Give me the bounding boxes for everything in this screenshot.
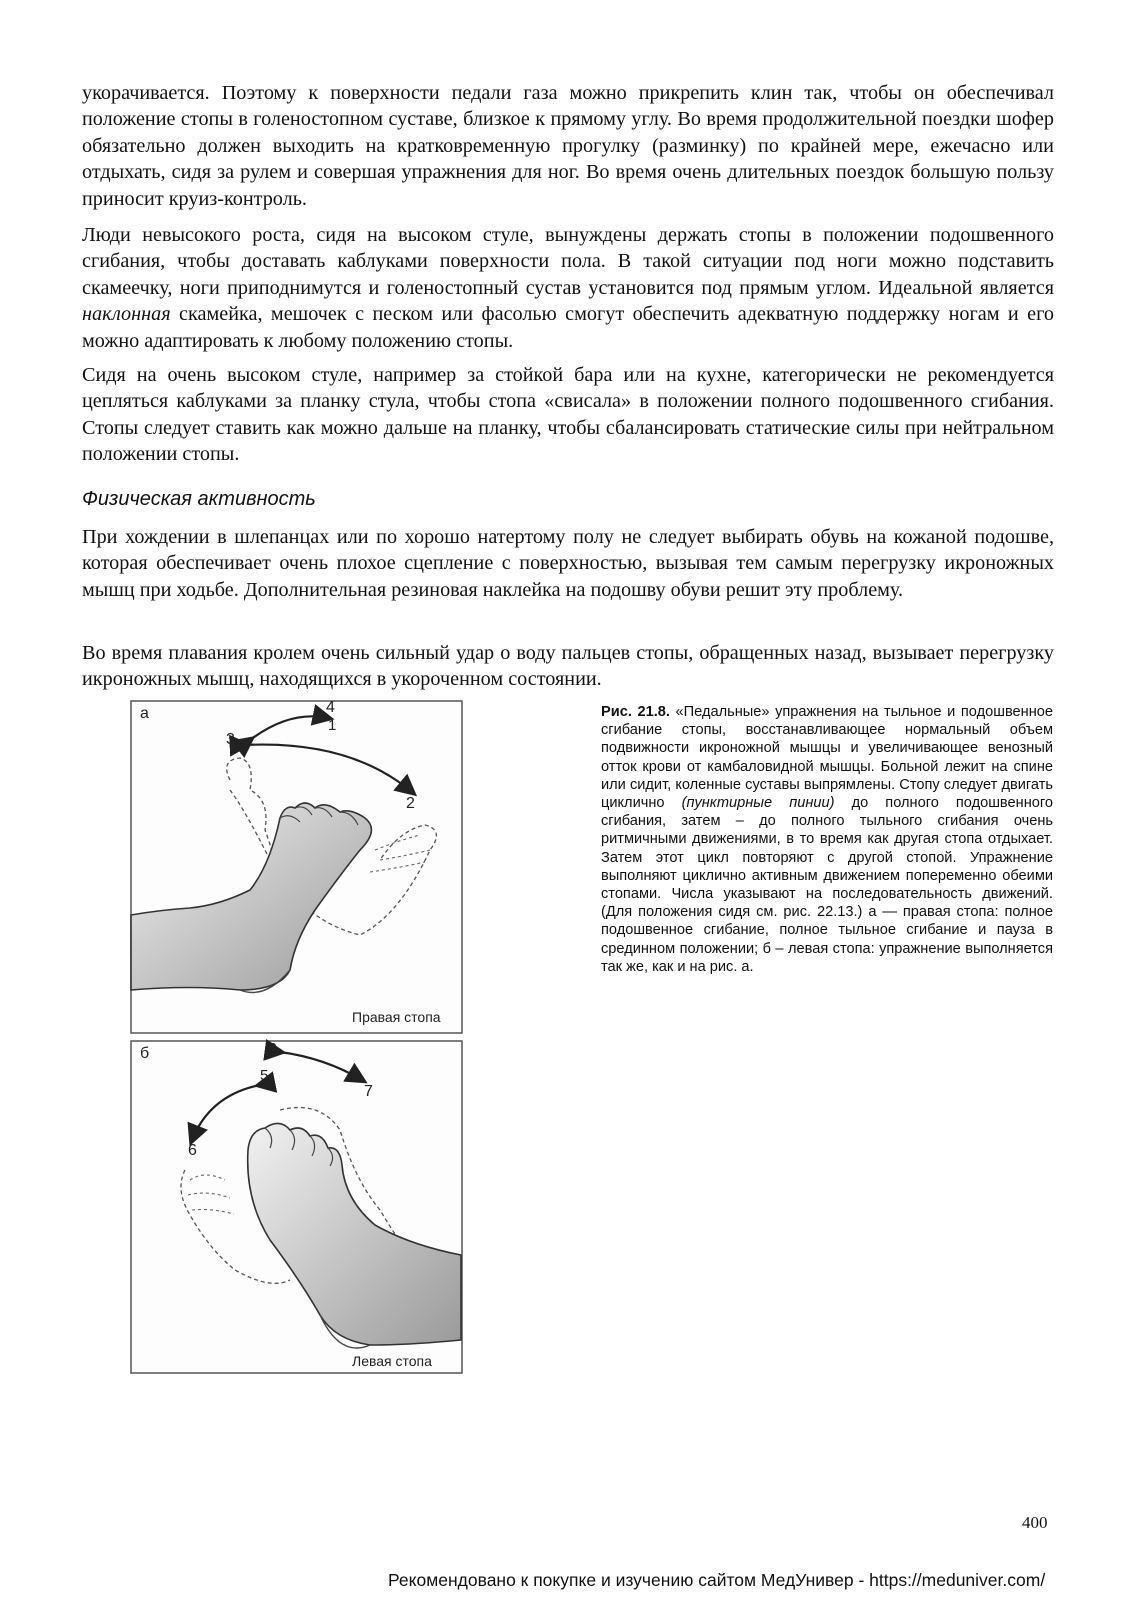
paragraph-2 <box>82 222 1054 354</box>
section-heading: Физическая активность <box>82 488 316 510</box>
panel-b-number-5: 5 <box>260 1067 269 1084</box>
panel-b-letter: б <box>140 1045 150 1062</box>
paragraph-2-text-before: Люди невысокого роста, сидя на высоком стуле, вынуждены держать стопы в положении подошвенного сгибания, чтобы доставать каблуками поверхности пола. В такой ситуации под ноги можно подставить скамеечку, ноги приподнимутся и голеностопный сустав установится под прямым углом. Идеальной является <box>82 224 1054 299</box>
paragraph-2-text-after: скамейка, мешочек с песком или фасолью смогут обеспечить адекватную поддержку ногам и его можно адаптировать к любому положению стопы. <box>82 303 1054 352</box>
panel-a-number-2: 2 <box>406 795 415 812</box>
panel-a-label: Правая стопа <box>352 1009 441 1025</box>
paragraph-1: укорачивается. Поэтому к поверхности педали газа можно прикрепить клин так, чтобы он обеспечивал положение стопы в голеностопном суставе, близкое к прямому углу. Во время продолжительной поездки шофер обязательно должен выходить на кратковременную прогулку (разминку) по крайней мере, ежечасно или отдыхать, сидя за рулем и совершая упражнения для ног. Во время очень длительных поездок большую пользу приносит круиз-контроль. <box>82 82 1054 210</box>
figure-panel-a <box>131 700 462 1033</box>
panel-a-number-4: 4 <box>326 700 335 716</box>
paragraph-3: Сидя на очень высоком стуле, например за стойкой бара или на кухне, категорически не рекомендуется цепляться каблуками за планку стула, чтобы стопа «свисала» в положении полного подошвенного сгибания. Стопы следует ставить как можно дальше на планку, чтобы сбалансировать статические силы при нейтральном положении стопы. <box>82 364 1054 466</box>
caption-text-2: до полного подошвенного сгибания, затем – до полного тыльного сгибания очень ритмичными движениями, в то время как другая стопа отдыхает. Затем этот цикл повторяют с другой стопой. Упражнение выполняют циклично активным движением попеременно обеими стопами. Числа указывают на последовательность движений. (Для положения сидя см. рис. 22.13.) а — правая стопа: полное подошвенное сгибание, полное тыльное сгибание и пауза в срединном положении; б – левая стопа: упражнение выполняется так же, как и на рис. а. <box>601 795 1053 975</box>
caption-text-1: «Педальные» упражнения на тыльное и подошвенное сгибание стопы, восстанавливающее нормальный объем подвижности икроножной мышцы и увеличивающее венозный отток крови от камбаловидной мышцы. Больной лежит на спине или сидит, коленные суставы выпрямлены. Стопу следует двигать циклично <box>601 704 1053 812</box>
panel-b-number-6: 6 <box>188 1142 197 1159</box>
panel-a-number-3: 3 <box>226 731 235 748</box>
caption-label: Рис. 21.8. <box>601 704 670 720</box>
figure-panel-b <box>131 1041 462 1373</box>
figure-caption <box>601 703 1053 976</box>
panel-a-letter: а <box>140 705 149 722</box>
paragraph-4: При хождении в шлепанцах или по хорошо натертому полу не следует выбирать обувь на кожаной подошве, которая обеспечивает очень плохое сцепление с поверхностью, вызывая тем самым перегрузку икроножных мышц при ходьбе. Дополнительная резиновая наклейка на подошву обуви решит эту проблему. <box>82 526 1054 601</box>
paragraph-5: Во время плавания кролем очень сильный удар о воду пальцев стопы, обращенных назад, вызывает перегрузку икроножных мышц, находящихся в укороченном состоянии. <box>82 642 1054 691</box>
panel-b-label: Левая стопа <box>352 1353 432 1369</box>
page-number: 400 <box>1022 1513 1048 1532</box>
panel-a-number-1: 1 <box>328 717 337 734</box>
footer-recommendation: Рекомендовано к покупке и изучению сайтом МедУнивер - https://meduniver.com/ <box>388 1570 1046 1590</box>
paragraph-2-italic: наклонная <box>82 303 171 326</box>
figure-21-8 <box>130 700 474 1380</box>
panel-b-number-7: 7 <box>364 1083 373 1100</box>
panel-b-number-8: 8 <box>268 1041 277 1058</box>
caption-italic: (пунктирные пинии) <box>681 795 835 812</box>
